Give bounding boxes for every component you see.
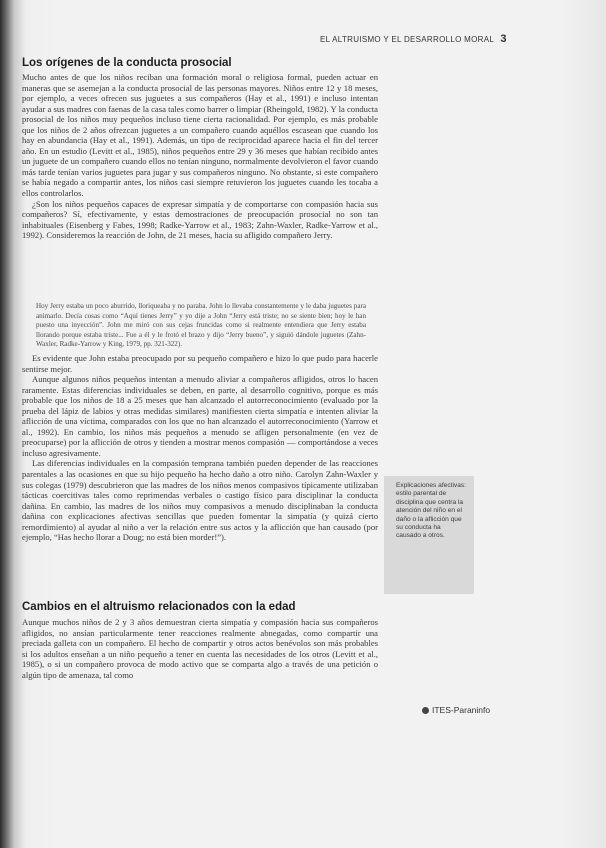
body-text-age-changes (22, 617, 378, 680)
publisher-logo-icon (422, 707, 429, 714)
paragraph: Mucho antes de que los niños reciban una formación moral o religiosa formal, pueden actuar en maneras que se asemejan a la conducta prosocial de las personas mayores. Niños entre 12 y 18 meses, por ejemplo, a veces ofrecen sus juguetes a sus compañeros (Hay et al., 1991) e incluso intentan ayudar a sus madres con faenas de la casa tales como barrer o limpiar (Rheingold, 1982). Y la conducta prosocial de los niños muy pequeños incluso tiene cierta racionalidad. Por ejemplo, es más probable que los niños de 2 años ofrezcan juguetes a un compañero cuando aquéllos escasean que cuando los hay en abundancia (Hay et al., 1991). Además, un tipo de reciprocidad aparece hacia el fin del tercer año. En un estudio (Levitt et al., 1985), niños pequeños entre 29 y 36 meses que habían recibido antes un juguete de un compañero cuando ellos no tenían ninguno, normalmente devolvieron el favor cuando más tarde tenían varios juguetes para jugar y sus compañeros ninguno. No obstante, si este compañero se había negado a compartir antes, los niños casi siempre retuvieron los juguetes cuando les tocaba a ellos controlarlos. (22, 72, 378, 199)
running-head-title: EL ALTRUISMO Y EL DESARROLLO MORAL (320, 35, 494, 44)
running-head (320, 33, 570, 45)
block-quote: Hoy Jerry estaba un poco aburrido, lloriqueaba y no paraba. John lo llevaba constantemente y le daba juguetes para animarlo. Decía cosas como “Aquí tienes Jerry” y yo dije a John “Jerry está triste; no se siente bien; hoy le han puesto una inyección”. John me miró con sus cejas fruncidas como si realmente entendiera que Jerry estaba llorando porque estaba triste... Fue a él y le frotó el brazo y dijo “Jerry bueno”, y siguió dándole juguetes (Zahn-Waxler, Radke-Yarrow y King, 1979, pp. 321-322). (36, 302, 366, 348)
paragraph: Las diferencias individuales en la compasión temprana también pueden depender de las reacciones parentales a las ocasiones en que su hijo pequeño ha hecho daño a otro niño. Carolyn Zahn-Waxler y sus colegas (1979) descubrieron que las madres de los niños menos compasivos típicamente utilizaban tácticas coercitivas tales como reprimendas verbales o castigo físico para disciplinar la conducta dañina. En cambio, las madres de los niños muy compasivos a menudo disciplinaban la conducta dañina con explicaciones afectivas sencillas que pueden fomentar la simpatía (y quizá cierto remordimiento) al ayudar al niño a ver la relación entre sus actos y la aflicción que han causado (por ejemplo, “Has hecho llorar a Doug; no está bien morder!”). (22, 458, 378, 543)
page-number: 3 (500, 33, 507, 45)
section-heading-age-changes: Cambios en el altruismo relacionados con la edad (22, 601, 296, 613)
paragraph: ¿Son los niños pequeños capaces de expresar simpatía y de comportarse con compasión hacia sus compañeros? Sí, efectivamente, y estas demostraciones de preocupación prosocial no son tan inhabituales (Eisenberg y Fabes, 1998; Radke-Yarrow et al., 1983; Zahn-Waxler, Radke-Yarrow et al., 1992). Consideremos la reacción de John, de 21 meses, hacia su afligido compañero Jerry. (22, 198, 378, 241)
section-heading-origins: Los orígenes de la conducta prosocial (22, 57, 232, 69)
body-text-origins (22, 72, 378, 241)
paragraph: Aunque muchos niños de 2 y 3 años demuestran cierta simpatía y compasión hacia sus compañeros afligidos, no ansían particularmente tener reacciones realmente abnegadas, como compartir una preciada galleta con un compañero. El hecho de compartir y otros actos benévolos son más probables si los adultos enseñan a un niño pequeño a tener en cuenta las necesidades de los otros (Levitt et al., 1985), o si un compañero provoca de modo activo que se comparta algo a través de una petición o algún tipo de amenaza, tal como (22, 617, 378, 680)
margin-definition-note: Explicaciones afectivas: estilo parental de disciplina que centra la atención del niño en el daño o la aflicción que su conducta ha causado a otros. (384, 476, 474, 594)
paragraph: Es evidente que John estaba preocupado por su pequeño compañero e hizo lo que pudo para hacerle sentirse mejor. (22, 353, 378, 374)
publisher-footer (422, 705, 490, 715)
paragraph: Aunque algunos niños pequeños intentan a menudo aliviar a compañeros afligidos, otros lo hacen raramente. Estas diferencias individuales se deben, en parte, al desarrollo cognitivo, porque es más probable que los niños de 18 a 25 meses que han alcanzado el autorreconocimiento (evaluado por la prueba del lápiz de labios y otras medidas similares) manifiesten cierta simpatía e intenten aliviar la aflicción de una víctima, comparados con los que no han alcanzado el autorreconocimiento (Yarrow et al., 1992). En cambio, los niños más pequeños a menudo se afligen personalmente (en vez de preocuparse) por la aflicción de otros y tienden a mostrar menos compasión — comportándose a veces incluso agresivamente. (22, 374, 378, 458)
body-text-after-quote (22, 353, 378, 543)
publisher-name: ITES-Paraninfo (432, 705, 491, 715)
